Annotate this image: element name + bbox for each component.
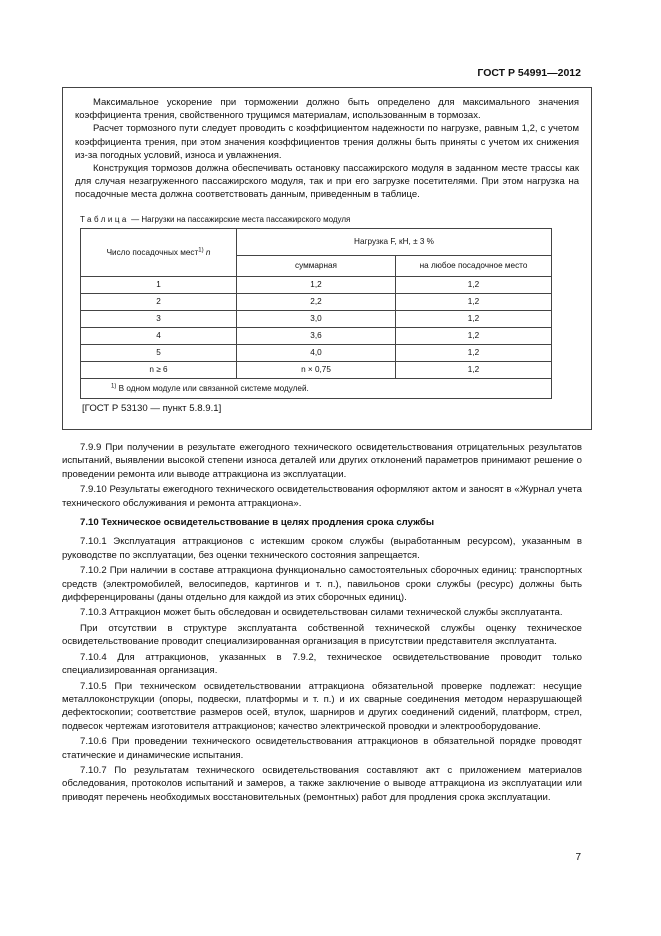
clause-7-9-10: 7.9.10 Результаты ежегодного технического освидетельствования оформляют актом и заносят в «Журнал учета технического обслуживания и ремонта аттракциона». [62, 484, 582, 509]
frame-paragraph-1: Максимальное ускорение при торможении должно быть определено для максимального значения коэффициента трения, свойственного трущимся материалам, использованным в тормозах. [75, 97, 579, 122]
clause-7-10-3: 7.10.3 Аттракцион может быть обследован и освидетельствован силами технической службы эксплуатанта. [80, 607, 563, 619]
section-heading-7-10: 7.10 Техническое освидетельствование в целях продления срока службы [80, 517, 435, 529]
clause-7-10-5: 7.10.5 При техническом освидетельствовании аттракциона обязательной проверке подлежат: несущие металлоконструкции (опоры, подвески, платформы и т. п.) и их сварные соединения методом неразрушающей дефектоскопии; соответствие размеров осей, втулок, шарниров и других соединений сидений, платформ, стрел, подвесок чертежам изготовителя аттракционов; качество электрической проводки и электрооборудование. [62, 680, 582, 732]
clause-7-10-7: 7.10.7 По результатам технического освидетельствования составляют акт с приложением материалов обследования, протоколов испытаний и замеров, а также заключение о выводе аттракциона из эксплуатации или приводят перечень необходимых восстановительных (ремонтных) работ для продления срока эксплуатации. [62, 764, 582, 803]
document-header: ГОСТ Р 54991—2012 [477, 67, 581, 79]
table-row: 1 1,2 1,2 [81, 277, 552, 294]
clause-7-10-6: 7.10.6 При проведении технического освидетельствования аттракционов в обязательной порядке проводят статические и динамические испытания. [62, 736, 582, 761]
clause-7-10-1: 7.10.1 Эксплуатация аттракционов с истекшим сроком службы (выработанным ресурсом), указанным в руководстве по эксплуатации, без оценки технического состояния запрещается. [62, 536, 582, 561]
main-text [62, 441, 582, 806]
table-row: n ≥ 6 n × 0,75 1,2 [81, 362, 552, 379]
clause-7-10-4: 7.10.4 Для аттракционов, указанных в 7.9.2, техническое освидетельствование проводит только специализированная организация. [62, 651, 582, 677]
table-row: 2 2,2 1,2 [81, 294, 552, 311]
frame-paragraph-2: Расчет тормозного пути следует проводить с коэффициентом надежности по нагрузке, равным 1,2, с учетом коэффициента трения, при этом значения коэффициентов трения должны быть приняты с учетом их снижения из-за погодных условий, износа и увлажнения. [75, 123, 579, 161]
clause-7-10-2: 7.10.2 При наличии в составе аттракциона функционально самостоятельных сборочных единиц: транспортных средств (электромобилей, велосипедов, картингов и т. п.), павильонов сроки службы (ресурс) должны быть дифференцированы (даны отдельно для каждой из этих сборочных единиц). [62, 565, 582, 604]
col-header-total: суммарная [237, 256, 396, 277]
standard-reference: [ГОСТ Р 53130 — пункт 5.8.9.1] [82, 403, 222, 414]
table-row: 4 3,6 1,2 [81, 328, 552, 345]
table-footnote: $^{1)}$ В одном модуле или связанной системе модулей. [81, 379, 552, 399]
col-header-per-seat: на любое посадочное место [396, 256, 552, 277]
table-caption-prefix: Таблица [80, 215, 129, 224]
frame-paragraph-3: Конструкция тормозов должна обеспечивать остановку пассажирского модуля в заданном месте трассы как для случая незагруженного пассажирского модуля, так и при его загрузке посетителями. При этом нагрузка на посадочные места должна соответствовать данным, приведенным в таблице. [75, 163, 579, 201]
load-table [80, 228, 552, 399]
table-footnote-row [81, 379, 552, 399]
table-row: 3 3,0 1,2 [81, 311, 552, 328]
clause-7-10-3-cont: При отсутствии в структуре эксплуатанта собственной технической службы оценку техническое освидетельствование проводит специализированная организация в присутствии представителя эксплуатанта. [62, 622, 582, 648]
col-header-seats: Число посадочных мест$^{1)}$ n [81, 229, 237, 277]
col-header-load: Нагрузка F, кН, ± 3 % [237, 229, 552, 256]
page-number: 7 [575, 852, 581, 863]
table-caption [80, 213, 350, 226]
table-row: 5 4,0 1,2 [81, 345, 552, 362]
table-caption-text: — Нагрузки на пассажирские места пассажирского модуля [128, 215, 351, 224]
clause-7-9-9: 7.9.9 При получении в результате ежегодного технического освидетельствования отрицательных результатов испытаний, выявлении высокой степени износа деталей или других отклонений параметров принимают решение о проведении ремонта или выводе аттракциона из эксплуатации. [62, 442, 582, 480]
